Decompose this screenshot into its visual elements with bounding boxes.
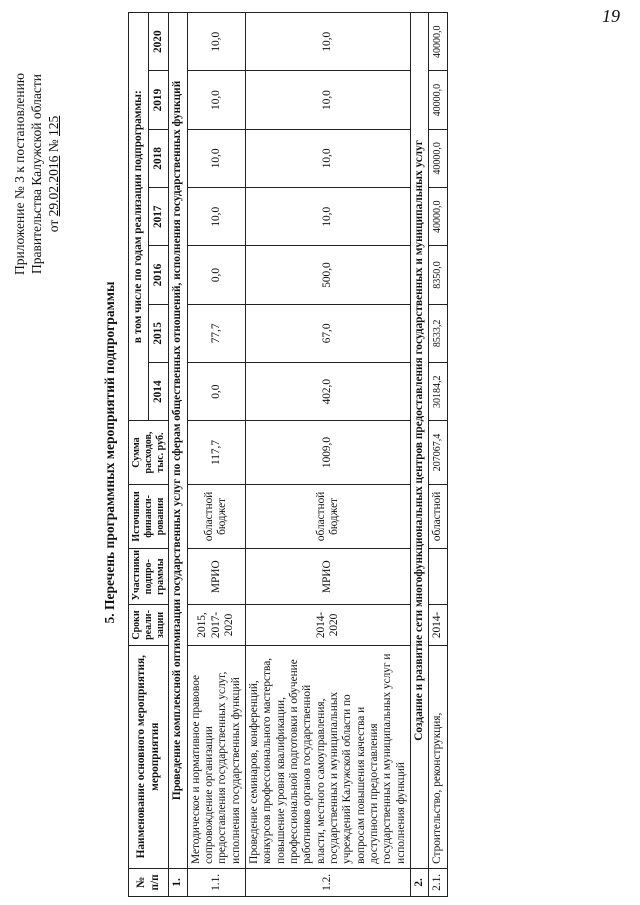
section-num: 2.	[410, 868, 428, 896]
appendix-line-3	[46, 44, 63, 304]
date-prefix: от	[45, 216, 61, 233]
row-num: 1.2.	[246, 868, 411, 896]
page-number: 19	[602, 6, 620, 26]
row-sum: 117,7	[187, 421, 245, 484]
appendix-date: 29.02.2016	[45, 155, 61, 217]
number-prefix: №	[45, 136, 61, 156]
appendix-line-2: Правительства Калужской области	[28, 74, 44, 275]
row-year-value: 40000,0	[429, 188, 447, 246]
row-terms: 2015, 2017-2020	[187, 605, 245, 645]
document-title: 5. Перечень программных мероприятий подпрограммы	[102, 281, 117, 624]
header-year: 2016	[149, 246, 169, 304]
row-name: Строительство, реконструкция,	[429, 645, 447, 868]
header-sources: Источники финанси-рования	[129, 484, 169, 548]
row-year-value: 10,0	[187, 129, 245, 187]
section-row	[410, 13, 428, 897]
measures-table	[128, 12, 448, 897]
row-year-value: 8533,2	[429, 304, 447, 362]
row-year-value: 0,0	[187, 246, 245, 304]
header-name: Наименование основного мероприятия, мероприятия	[129, 645, 169, 868]
appendix-number: 125	[45, 115, 61, 136]
row-sources: областной бюджет	[187, 484, 245, 548]
row-year-value: 40000,0	[429, 13, 447, 71]
header-year: 2019	[149, 71, 169, 129]
header-year: 2017	[149, 188, 169, 246]
row-year-value: 10,0	[246, 13, 411, 71]
appendix-header	[12, 44, 63, 304]
table-row	[187, 13, 245, 897]
table-row	[246, 13, 411, 897]
row-num: 1.1.	[187, 868, 245, 896]
row-year-value: 10,0	[246, 71, 411, 129]
header-year: 2018	[149, 129, 169, 187]
section-title: Создание и развитие сети многофункциональных центров предоставления государственных и муниципальных услуг	[410, 13, 428, 869]
row-year-value: 67,0	[246, 304, 411, 362]
row-year-value: 402,0	[246, 363, 411, 421]
row-participants: МРИО	[246, 549, 411, 605]
header-participants: Участники подпро-граммы	[129, 549, 169, 605]
row-participants	[429, 549, 447, 605]
row-name: Проведение семинаров, конференций, конкурсов профессионального мастерства, повышение уровня квалификации, профессиональной подготовки и обучение работников органов государственной власти, местного самоуправления, государственных и муниципальных учреждений Калужской области по вопросам повышения качества и доступности предоставления государственных и муниципальных услуг и исполнения функций	[246, 645, 411, 868]
section-row	[169, 13, 187, 897]
row-name: Методическое и нормативное правовое сопровождение организации предоставления государственных услуг, исполнения государственных функций	[187, 645, 245, 868]
header-terms: Сроки реали-зации	[129, 605, 169, 645]
row-year-value: 10,0	[246, 188, 411, 246]
section-num: 1.	[169, 868, 187, 896]
row-year-value: 10,0	[187, 71, 245, 129]
row-year-value: 10,0	[246, 129, 411, 187]
row-sources: областной	[429, 484, 447, 548]
row-terms: 2014-	[429, 605, 447, 645]
header-years-group: в том числе по годам реализации подпрограммы:	[129, 13, 149, 421]
row-sum: 207067,4	[429, 421, 447, 484]
row-year-value: 10,0	[187, 13, 245, 71]
header-num: № п/п	[129, 868, 169, 896]
appendix-line-1: Приложение № 3 к постановлению	[12, 73, 27, 275]
row-year-value: 8350,0	[429, 246, 447, 304]
row-year-value: 500,0	[246, 246, 411, 304]
row-year-value: 30184,2	[429, 363, 447, 421]
row-year-value: 40000,0	[429, 129, 447, 187]
header-year: 2020	[149, 13, 169, 71]
row-year-value: 40000,0	[429, 71, 447, 129]
row-terms: 2014-2020	[246, 605, 411, 645]
table-row	[429, 13, 447, 897]
section-title: Проведение комплексной оптимизации государственных услуг по сферам общественных отношений, исполнения государственных функций	[169, 13, 187, 869]
row-year-value: 77,7	[187, 304, 245, 362]
row-participants: МРИО	[187, 549, 245, 605]
header-sum: Сумма расходов, тыс. руб.	[129, 421, 169, 484]
row-sources: областной бюджет	[246, 484, 411, 548]
row-num: 2.1.	[429, 868, 447, 896]
row-year-value: 10,0	[187, 188, 245, 246]
row-year-value: 0,0	[187, 363, 245, 421]
header-year: 2014	[149, 363, 169, 421]
row-sum: 1009,0	[246, 421, 411, 484]
header-year: 2015	[149, 304, 169, 362]
